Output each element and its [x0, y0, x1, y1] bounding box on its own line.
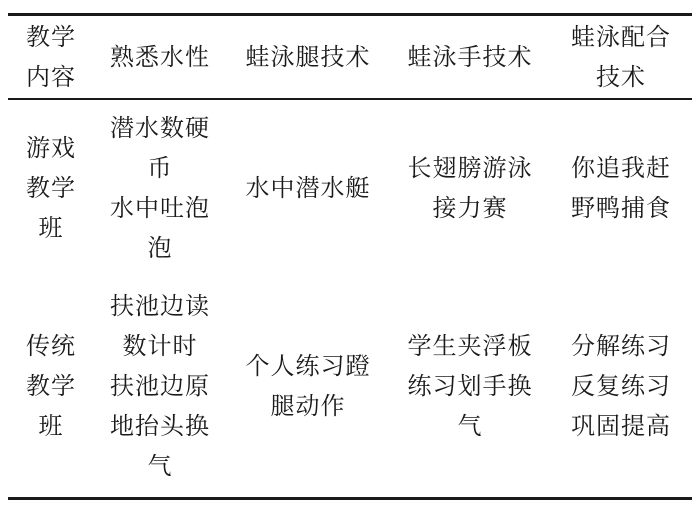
table-cell: [550, 100, 692, 275]
cell-text: 潜水数硬 币 水中吐泡 泡: [110, 113, 210, 262]
teaching-content-table: [8, 13, 692, 500]
table-row: [8, 275, 692, 497]
table-header-row: [8, 16, 692, 98]
cell-text: 分解练习 反复练习 巩固提高: [571, 332, 671, 440]
table-cell: [390, 275, 550, 497]
row-label-cell: [8, 100, 94, 275]
header-cell-arm-technique: [390, 16, 550, 98]
row-label: 传统 教学 班: [26, 332, 76, 440]
header-label: 熟悉水性: [110, 43, 210, 71]
table-row: [8, 100, 692, 275]
cell-text: 长翅膀游泳 接力赛: [407, 153, 533, 222]
cell-text: 个人练习蹬 腿动作: [245, 352, 371, 420]
table-cell: [390, 100, 550, 275]
table-cell: [94, 100, 226, 275]
cell-text: 你追我赶 野鸭捕食: [571, 153, 671, 222]
table-cell: [94, 275, 226, 497]
header-label: 蛙泳手技术: [407, 43, 533, 71]
cell-text: 扶池边读 数计时 扶池边原 地抬头换 气: [110, 292, 210, 480]
header-cell-water-familiarity: [94, 16, 226, 98]
header-label: 蛙泳腿技术: [245, 43, 371, 71]
row-label: 游戏 教学 班: [26, 133, 76, 242]
cell-text: 学生夹浮板 练习划手换 气: [407, 332, 533, 440]
table-cell: [550, 275, 692, 497]
table-cell: [226, 275, 390, 497]
header-cell-content: [8, 16, 94, 98]
header-cell-coordination: [550, 16, 692, 98]
row-label-cell: [8, 275, 94, 497]
table-bottom-rule: [8, 497, 692, 500]
header-label: 蛙泳配合 技术: [571, 23, 671, 91]
header-cell-leg-technique: [226, 16, 390, 98]
header-label: 教学 内容: [26, 23, 76, 91]
table-cell: [226, 100, 390, 275]
cell-text: 水中潜水艇: [245, 173, 371, 202]
